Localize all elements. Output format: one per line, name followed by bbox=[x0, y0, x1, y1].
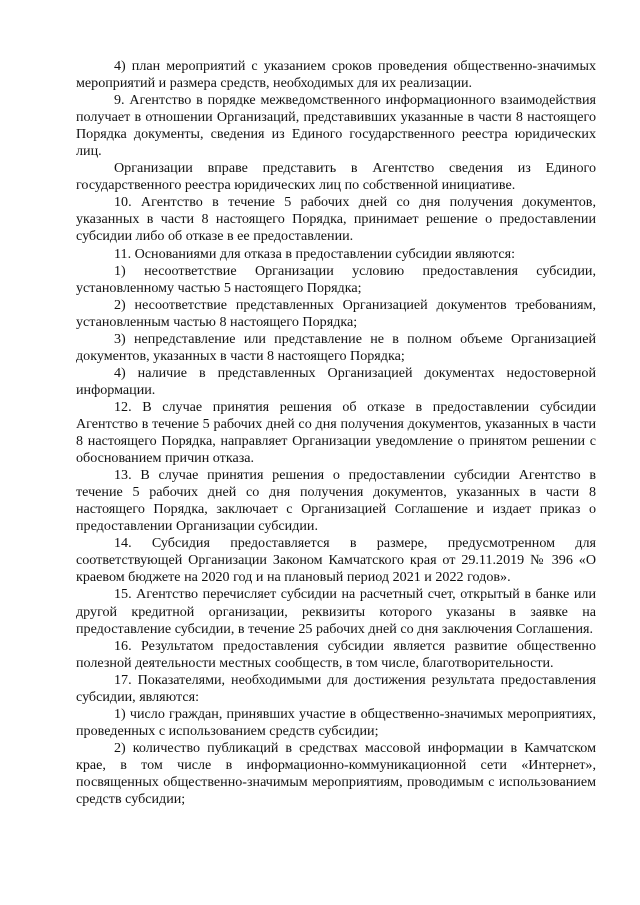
paragraph-11-item-2: 2) несоответствие представленных Организацией документов требованиям, установленным частью 8 настоящего Порядка; bbox=[76, 296, 596, 330]
paragraph-17-item-1: 1) число граждан, принявших участие в общественно-значимых мероприятиях, проведенных с использованием средств субсидии; bbox=[76, 705, 596, 739]
paragraph-11-item-1: 1) несоответствие Организации условию предоставления субсидии, установленному частью 5 настоящего Порядка; bbox=[76, 262, 596, 296]
paragraph-9: 9. Агентство в порядке межведомственного информационного взаимодействия получает в отношении Организаций, представивших указанные в части 8 настоящего Порядка документы, сведения из Единого государственного реестра юридических лиц. bbox=[76, 92, 596, 160]
paragraph-9-initiative: Организации вправе представить в Агентство сведения из Единого государственного реестра юридических лиц по собственной инициативе. bbox=[76, 160, 596, 194]
paragraph-13: 13. В случае принятия решения о предоставлении субсидии Агентство в течение 5 рабочих дней со дня получения документов, указанных в части 8 настоящего Порядка, заключает с Организацией Соглашение и издает приказ о предоставлении Организации субсидии. bbox=[76, 467, 596, 535]
paragraph-12: 12. В случае принятия решения об отказе в предоставлении субсидии Агентство в течение 5 рабочих дней со дня получения документов, указанных в части 8 настоящего Порядка, направляет Организации уведомление о принятом решении с обоснованием причин отказа. bbox=[76, 398, 596, 467]
paragraph-11-item-3: 3) непредставление или представление не в полном объеме Организацией документов, указанных в части 8 настоящего Порядка; bbox=[76, 330, 596, 364]
document-page bbox=[76, 58, 596, 808]
paragraph-11-item-4: 4) наличие в представленных Организацией документах недостоверной информации. bbox=[76, 364, 596, 398]
paragraph-17: 17. Показателями, необходимыми для достижения результата предоставления субсидии, являются: bbox=[76, 671, 596, 705]
paragraph-14: 14. Субсидия предоставляется в размере, предусмотренном для соответствующей Организации Законом Камчатского края от 29.11.2019 № 396 «О краевом бюджете на 2020 год и на плановый период 2021 и 2022 годов». bbox=[76, 535, 596, 586]
paragraph-plan: 4) план мероприятий с указанием сроков проведения общественно-значимых мероприятий и размера средств, необходимых для их реализации. bbox=[76, 58, 596, 92]
paragraph-11: 11. Основаниями для отказа в предоставлении субсидии являются: bbox=[114, 245, 516, 262]
paragraph-15: 15. Агентство перечисляет субсидии на расчетный счет, открытый в банке или другой кредитной организации, реквизиты которого указаны в заявке на предоставление субсидии, в течение 25 рабочих дней со дня заключения Соглашения. bbox=[76, 586, 596, 637]
paragraph-16: 16. Результатом предоставления субсидии является развитие общественно полезной деятельности местных сообществ, в том числе, благотворительности. bbox=[76, 637, 596, 671]
paragraph-10: 10. Агентство в течение 5 рабочих дней со дня получения документов, указанных в части 8 настоящего Порядка, принимает решение о предоставлении субсидии либо об отказе в ее предоставлении. bbox=[76, 194, 596, 245]
paragraph-17-item-2: 2) количество публикаций в средствах массовой информации в Камчатском крае, в том числе в информационно-коммуникационной сети «Интернет», посвященных общественно-значимым мероприятиям, проводимым с использованием средств субсидии; bbox=[76, 739, 596, 808]
